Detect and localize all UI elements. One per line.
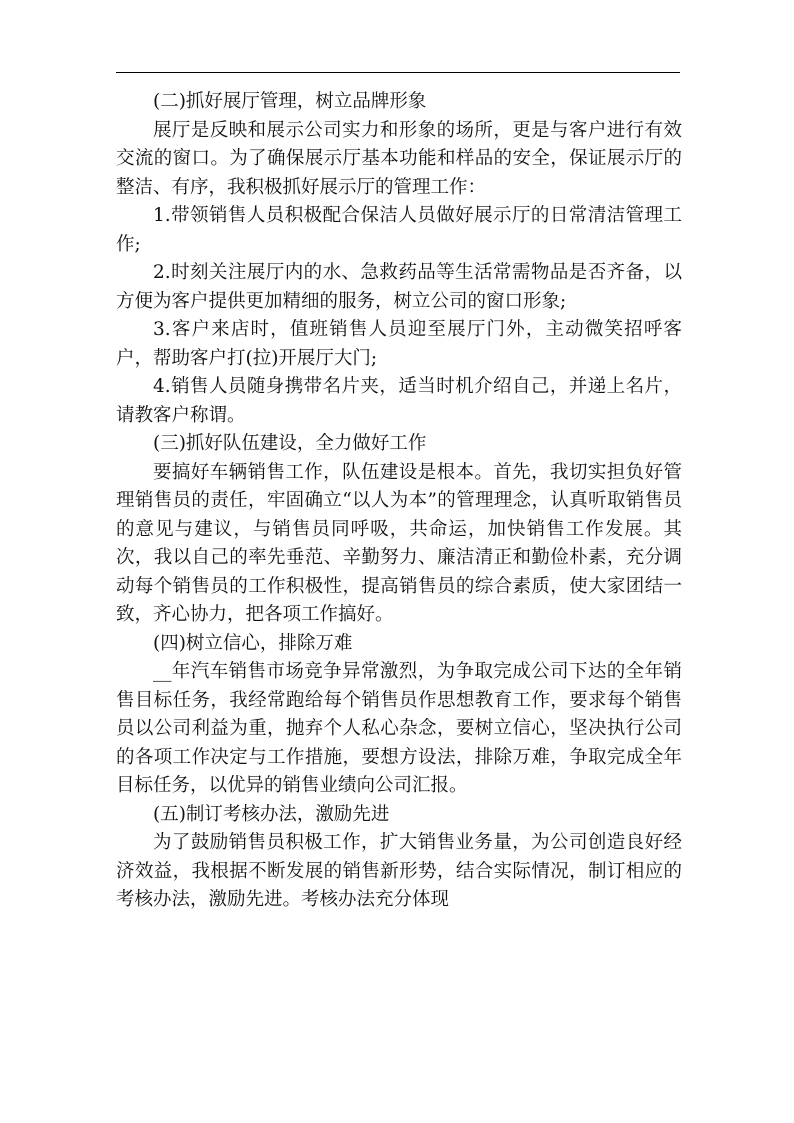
header-rule bbox=[116, 72, 680, 73]
section-heading: (四)树立信心，排除万难 bbox=[153, 632, 353, 654]
body-paragraph: 展厅是反映和展示公司实力和形象的场所，更是与客户进行有效交流的窗口。为了确保展示厅基本功能和样品的安全，保证展示厅的整洁、有序，我积极抓好展示厅的管理工作： bbox=[116, 119, 682, 198]
section-heading: (二)抓好展厅管理，树立品牌形象 bbox=[153, 91, 427, 112]
body-paragraph: 要搞好车辆销售工作，队伍建设是根本。首先，我切实担负好管理销售员的责任，牢固确立“以人为本”的管理理念，认真听取销售员的意见与建议，与销售员同呼吸，共命运，加快销售工作发展。其次，我以自己的率先垂范、辛勤努力、廉洁清正和勤俭朴素，充分调动每个销售员的工作积极性，提高销售员的综合素质，使大家团结一致，齐心协力，把各项工作搞好。 bbox=[116, 461, 682, 625]
list-item: 4.销售人员随身携带名片夹，适当时机介绍自己，并递上名片，请教客户称谓。 bbox=[116, 376, 682, 426]
list-item: 3.客户来店时，值班销售人员迎至展厅门外，主动微笑招呼客户，帮助客户打(拉)开展厅大门; bbox=[116, 319, 682, 369]
body-paragraph: 为了鼓励销售员积极工作，扩大销售业务量，为公司创造良好经济效益，我根据不断发展的销售新形势，结合实际情况，制订相应的考核办法，激励先进。考核办法充分体现 bbox=[116, 832, 682, 910]
document-body bbox=[116, 88, 682, 915]
section-heading: (三)抓好队伍建设，全力做好工作 bbox=[153, 433, 427, 454]
list-item: 2.时刻关注展厅内的水、急救药品等生活常需物品是否齐备，以方便为客户提供更加精细的服务，树立公司的窗口形象; bbox=[116, 262, 682, 312]
section-heading: (五)制订考核办法，激励先进 bbox=[153, 803, 390, 825]
list-item: 1.带领销售人员积极配合保洁人员做好展示厅的日常清洁管理工作; bbox=[116, 205, 682, 255]
body-paragraph: __年汽车销售市场竞争异常激烈，为争取完成公司下达的全年销售目标任务，我经常跑给每个销售员作思想教育工作，要求每个销售员以公司利益为重，抛弃个人私心杂念，要树立信心，坚决执行公司的各项工作决定与工作措施，要想方设法，排除万难，争取完成全年目标任务，以优异的销售业绩向公司汇报。 bbox=[116, 661, 682, 796]
